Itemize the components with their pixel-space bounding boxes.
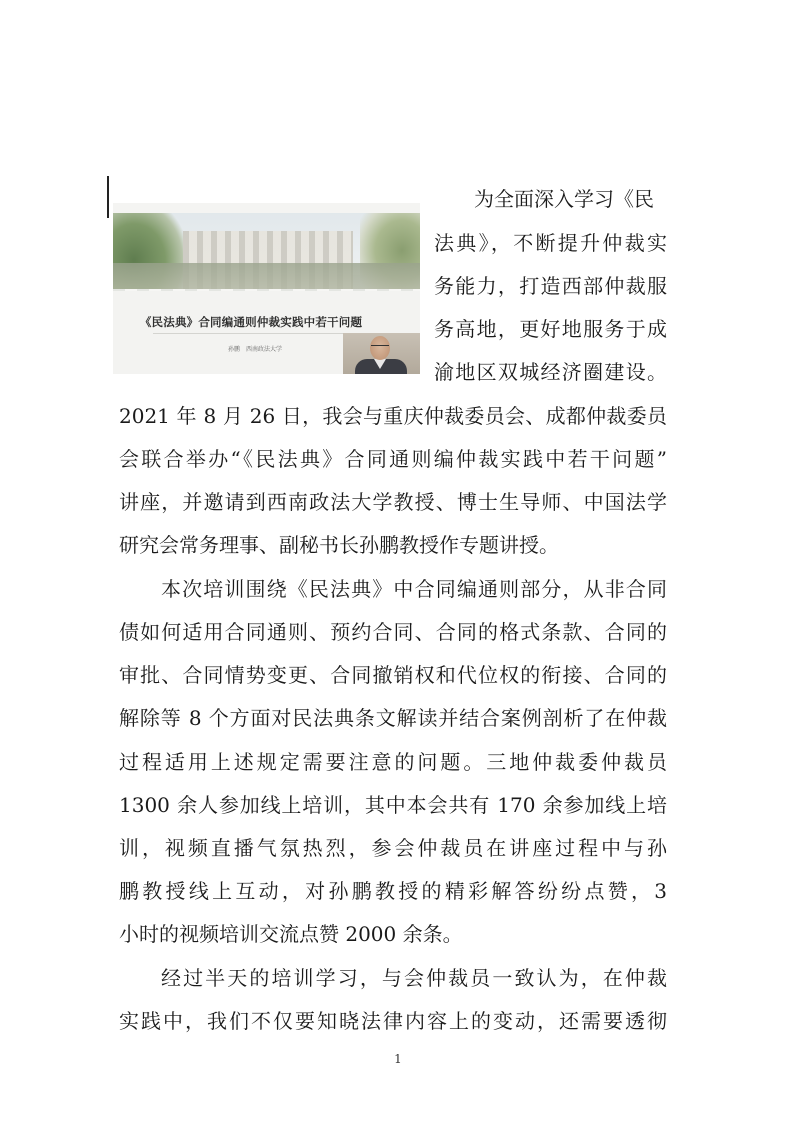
body-text-line: 训，视频直播气氛热烈，参会仲裁员在讲座过程中与孙 (119, 836, 667, 860)
body-text-line: 会联合举办“《民法典》合同通则编仲裁实践中若干问题” (119, 447, 667, 471)
body-text-line: 审批、合同情势变更、合同撤销权和代位权的衔接、合同的 (119, 663, 667, 687)
body-text-line: 为全面深入学习《民 (474, 187, 654, 211)
body-text-line: 小时的视频培训交流点赞 2000 余条。 (119, 922, 463, 946)
body-text-line: 务能力，打造西部仲裁服 (434, 274, 667, 298)
body-text-line: 务高地，更好地服务于成 (434, 317, 667, 341)
body-text-line: 法典》，不断提升仲裁实 (434, 231, 667, 255)
speaker-glasses (371, 345, 389, 349)
body-text-line: 1300 余人参加线上培训，其中本会共有 170 余参加线上培 (119, 793, 667, 817)
body-text-line: 讲座，并邀请到西南政法大学教授、博士生导师、中国法学 (119, 490, 667, 514)
body-text-line: 过程适用上述规定需要注意的问题。三地仲裁委仲裁员 (119, 750, 667, 774)
lecture-screenshot-image (113, 203, 420, 374)
body-text-line: 研究会常务理事、副秘书长孙鹏教授作专题讲授。 (119, 533, 559, 557)
slide-author: 孙鹏 西南政法大学 (228, 346, 283, 353)
text-cursor (107, 176, 109, 218)
body-text-line: 渝地区双城经济圈建设。 (434, 360, 667, 384)
body-text-line: 经过半天的培训学习，与会仲裁员一致认为，在仲裁 (161, 966, 667, 990)
body-text-line: 2021 年 8 月 26 日，我会与重庆仲裁委员会、成都仲裁委员 (119, 404, 667, 428)
body-text-line: 解除等 8 个方面对民法典条文解读并结合案例剖析了在仲裁 (119, 706, 667, 730)
image-frame-top (113, 203, 420, 213)
speaker-webcam (343, 333, 420, 374)
slide-divider (153, 333, 353, 334)
body-text-line: 本次培训围绕《民法典》中合同编通则部分，从非合同 (161, 577, 667, 601)
body-text-line: 鹏教授线上互动，对孙鹏教授的精彩解答纷纷点赞，3 (119, 879, 667, 903)
body-text-line: 债如何适用合同通则、预约合同、合同的格式条款、合同的 (119, 620, 667, 644)
body-text-line: 实践中，我们不仅要知晓法律内容上的变动，还需要透彻 (119, 1009, 667, 1033)
slide-title: 《民法典》合同编通则仲裁实践中若干问题 (139, 315, 363, 329)
page-number: 1 (394, 1052, 402, 1066)
